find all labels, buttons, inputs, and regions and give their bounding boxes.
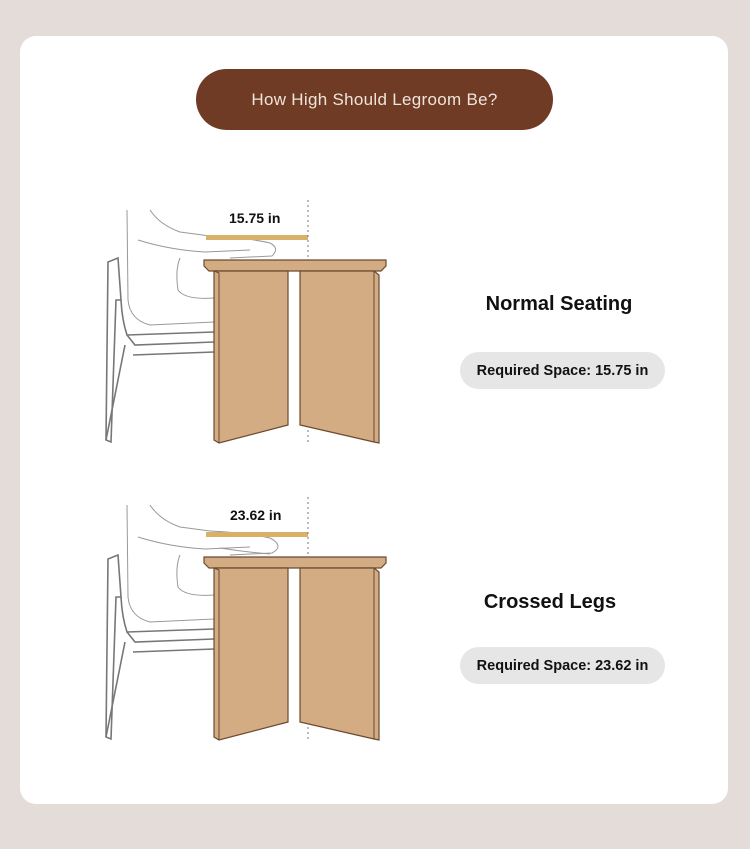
required-space-text-2: Required Space: 23.62 in [476, 657, 649, 674]
required-space-badge-2 [460, 647, 665, 684]
required-space-badge-1 [460, 352, 665, 389]
scene-title-normal-seating: Normal Seating [485, 293, 633, 315]
required-space-text-1: Required Space: 15.75 in [476, 362, 649, 379]
page-title-text: How High Should Legroom Be? [251, 89, 498, 109]
chair-2 [106, 555, 214, 739]
measurement-label-1: 15.75 in [229, 210, 281, 226]
legroom-measure-bar-2 [206, 532, 308, 537]
measurement-label-2: 23.62 in [230, 507, 282, 523]
scene-title-crossed-legs: Crossed Legs [483, 591, 617, 613]
table-2 [204, 557, 386, 740]
